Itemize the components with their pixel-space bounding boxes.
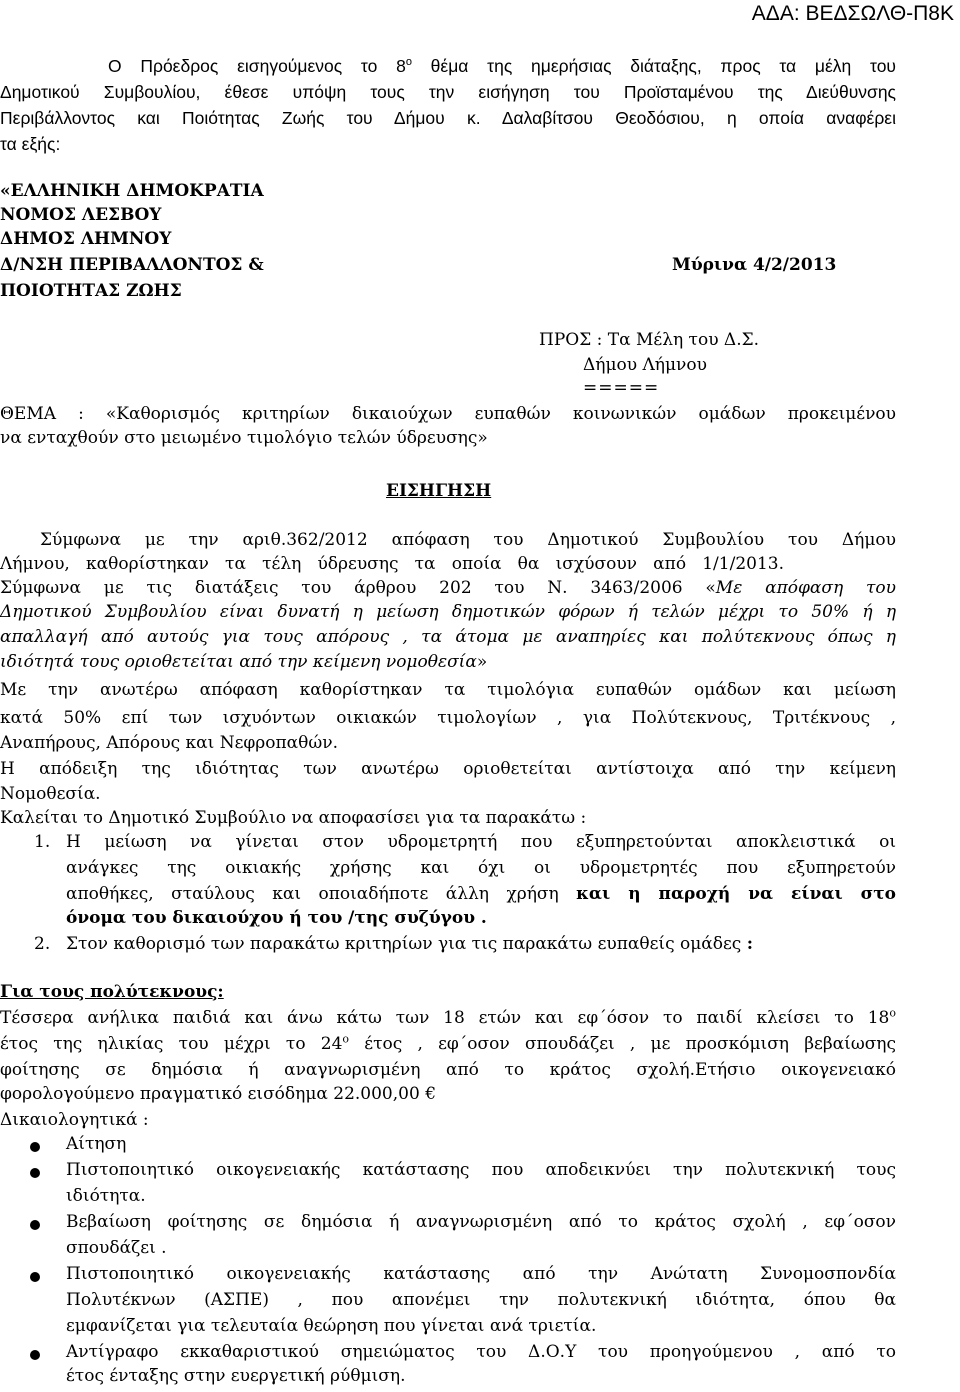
recipient-line-1: ΠΡΟΣ : Τα Μέλη του Δ.Σ. bbox=[539, 330, 760, 350]
list-item-2-line-1-text: Στον καθορισμό των παρακάτω κριτηρίων για τις παρακάτω ευπαθείς ομάδες bbox=[66, 934, 747, 954]
para1-line-3 bbox=[0, 578, 896, 598]
intro-line-1-pre: Ο Πρόεδρος εισηγούμενος το 8 bbox=[108, 56, 406, 76]
list-item-1-line-3 bbox=[66, 884, 896, 904]
intro-line-1-post: θέμα της ημερήσιας διάταξης, προς τα μέλη του bbox=[411, 56, 896, 76]
section-line-2 bbox=[0, 1034, 896, 1054]
para2-line-2: κατά 50% επί των ισχυόντων οικιακών τιμολογίων , για Πολύτεκνους, Τριτέκνους , bbox=[0, 708, 896, 728]
para1-line-6-end: » bbox=[476, 652, 488, 672]
recipient-line-3: ===== bbox=[583, 378, 660, 398]
header-line-4: Δ/ΝΣΗ ΠΕΡΙΒΑΛΛΟΝΤΟΣ & bbox=[0, 255, 264, 275]
bullet-icon bbox=[30, 1272, 40, 1282]
para1-line-6 bbox=[0, 652, 487, 672]
intro-line-4: τα εξής: bbox=[0, 134, 61, 154]
list-item-2-number: 2. bbox=[34, 934, 51, 954]
para1-line-4: Δημοτικού Συμβουλίου είναι δυνατή η μείωση δημοτικών φόρων ή τελών μέχρι το 50% ή η bbox=[0, 602, 896, 622]
bullet-4-line-3: εμφανίζεται για τελευταία θεώρηση που γίνεται ανά τριετία. bbox=[66, 1316, 597, 1336]
header-line-5: ΠΟΙΟΤΗΤΑΣ ΖΩΗΣ bbox=[0, 281, 182, 301]
document-title: ΕΙΣΗΓΗΣΗ bbox=[386, 481, 492, 501]
ada-code: ΑΔΑ: ΒΕΔΣΩΛΘ-Π8Κ bbox=[751, 2, 954, 25]
para1-line-6-italic: ιδιότητά τους οριοθετείται από την κείμενη νομοθεσία bbox=[0, 652, 477, 672]
para4: Καλείται το Δημοτικό Συμβούλιο να αποφασίσει για τα παρακάτω : bbox=[0, 808, 587, 828]
para2-line-3: Αναπήρους, Απόρους και Νεφροπαθών. bbox=[0, 733, 338, 753]
para3-line-1: Η απόδειξη της ιδιότητας των ανωτέρω οριοθετείται αντίστοιχα από την κείμενη bbox=[0, 759, 896, 779]
list-item-1-line-3-text: αποθήκες, σταύλους και οποιαδήποτε άλλη χρήση bbox=[66, 884, 577, 904]
bullet-4-line-2: Πολυτέκνων (ΑΣΠΕ) , που απονέμει την πολυτεκνική ιδιότητα, όπου θα bbox=[66, 1290, 896, 1310]
list-item-2-line-1 bbox=[66, 934, 753, 954]
bullet-icon bbox=[30, 1350, 40, 1360]
section-line-2-post: έτος , εφ΄οσον σπουδάζει , με προσκόμιση βεβαίωσης bbox=[349, 1034, 896, 1054]
bullet-2-line-2: ιδιότητα. bbox=[66, 1186, 146, 1206]
list-item-1-line-1: Η μείωση να γίνεται στον υδρομετρητή που εξυπηρετούνται αποκλειστικά οι bbox=[66, 832, 896, 852]
list-item-1-number: 1. bbox=[34, 832, 51, 852]
list-item-1-line-3-bold: και η παροχή να είναι στο bbox=[576, 884, 896, 904]
header-line-2: ΝΟΜΟΣ ΛΕΣΒΟΥ bbox=[0, 205, 162, 225]
section-heading: Για τους πολύτεκνους: bbox=[0, 982, 224, 1002]
section-line-2-pre: έτος της ηλικίας του μέχρι το 24 bbox=[0, 1034, 343, 1054]
para1-line-5: απαλλαγή από αυτούς για τους απόρους , τα άτομα με αναπηρίες και πολύτεκνους όπως η bbox=[0, 627, 896, 647]
subject-line-1: ΘΕΜΑ : «Καθορισμός κριτηρίων δικαιούχων ευπαθών κοινωνικών ομάδων προκειμένου bbox=[0, 404, 896, 424]
subject-line-2: να ενταχθούν στο μειωμένο τιμολόγιο τελών ύδρευσης» bbox=[0, 428, 488, 448]
section-line-2-sup: ο bbox=[342, 1032, 350, 1046]
bullet-5-line-1: Αντίγραφο εκκαθαριστικού σημειώματος του Δ.Ο.Υ του προηγούμενου , από το bbox=[66, 1342, 896, 1362]
list-item-1-line-2: ανάγκες της οικιακής χρήσης και όχι οι υδρομετρητές που εξυπηρετούν bbox=[66, 858, 896, 878]
list-item-1-line-4: όνομα του δικαιούχου ή του /της συζύγου . bbox=[66, 908, 487, 928]
section-line-1-pre: Τέσσερα ανήλικα παιδιά και άνω κάτω των 18 ετών και εφ΄όσον το παιδί κλείσει το 18 bbox=[0, 1008, 890, 1028]
bullet-5-line-2: έτος ένταξης στην ευεργετική ρύθμιση. bbox=[66, 1366, 406, 1386]
section-line-1 bbox=[0, 1008, 896, 1028]
para1-line-1: Σύμφωνα με την αριθ.362/2012 απόφαση του Δημοτικού Συμβουλίου του Δήμου bbox=[40, 530, 896, 550]
section-line-4: φορολογούμενο πραγματικό εισόδημα 22.000,00 € bbox=[0, 1084, 437, 1104]
bullet-icon bbox=[30, 1220, 40, 1230]
recipient-line-2: Δήμου Λήμνου bbox=[583, 355, 707, 375]
para1-line-3-text: Σύμφωνα με τις διατάξεις του άρθρου 202 του Ν. 3463/2006 « bbox=[0, 578, 716, 598]
intro-line-2: Δημοτικού Συμβουλίου, έθεσε υπόψη τους την εισήγηση του Προϊσταμένου της Διεύθυνσης bbox=[0, 82, 896, 102]
docs-label: Δικαιολογητικά : bbox=[0, 1110, 149, 1130]
para3-line-2: Νομοθεσία. bbox=[0, 784, 101, 804]
intro-line-3: Περιβάλλοντος και Ποιότητας Ζωής του Δήμου κ. Δαλαβίτσου Θεοδόσιου, η οποία αναφέρει bbox=[0, 108, 896, 128]
list-item-2-line-1-bold: : bbox=[746, 934, 754, 954]
section-line-3: φοίτησης σε δημόσια ή αναγνωρισμένη από το κράτος σχολή.Ετήσιο οικογενειακό bbox=[0, 1060, 896, 1080]
section-line-1-sup: ο bbox=[889, 1006, 896, 1020]
para1-line-2: Λήμνου, καθορίστηκαν τα τέλη ύδρευσης τα οποία θα ισχύσουν από 1/1/2013. bbox=[0, 554, 784, 574]
bullet-3-line-1: Βεβαίωση φοίτησης σε δημόσια ή αναγνωρισμένη από το κράτος σχολή , εφ΄οσον bbox=[66, 1212, 896, 1232]
para2-line-1: Με την ανωτέρω απόφαση καθορίστηκαν τα τιμολόγια ευπαθών ομάδων και μείωση bbox=[0, 680, 896, 700]
header-date: Μύρινα 4/2/2013 bbox=[672, 255, 837, 275]
bullet-1-line-1: Αίτηση bbox=[66, 1134, 127, 1154]
header-line-1: «ΕΛΛΗΝΙΚΗ ΔΗΜΟΚΡΑΤΙΑ bbox=[0, 181, 264, 201]
bullet-3-line-2: σπουδάζει . bbox=[66, 1238, 167, 1258]
para1-line-3-italic: Με απόφαση του bbox=[715, 578, 896, 598]
intro-line-1 bbox=[108, 53, 896, 79]
bullet-icon bbox=[30, 1168, 40, 1178]
bullet-2-line-1: Πιστοποιητικό οικογενειακής κατάστασης που αποδεικνύει την πολυτεκνική τους bbox=[66, 1160, 896, 1180]
bullet-icon bbox=[30, 1142, 40, 1152]
bullet-4-line-1: Πιστοποιητικό οικογενειακής κατάστασης από την Ανώτατη Συνομοσπονδία bbox=[66, 1264, 896, 1284]
intro-line-1-sup: ο bbox=[405, 56, 412, 69]
header-line-3: ΔΗΜΟΣ ΛΗΜΝΟΥ bbox=[0, 229, 172, 249]
